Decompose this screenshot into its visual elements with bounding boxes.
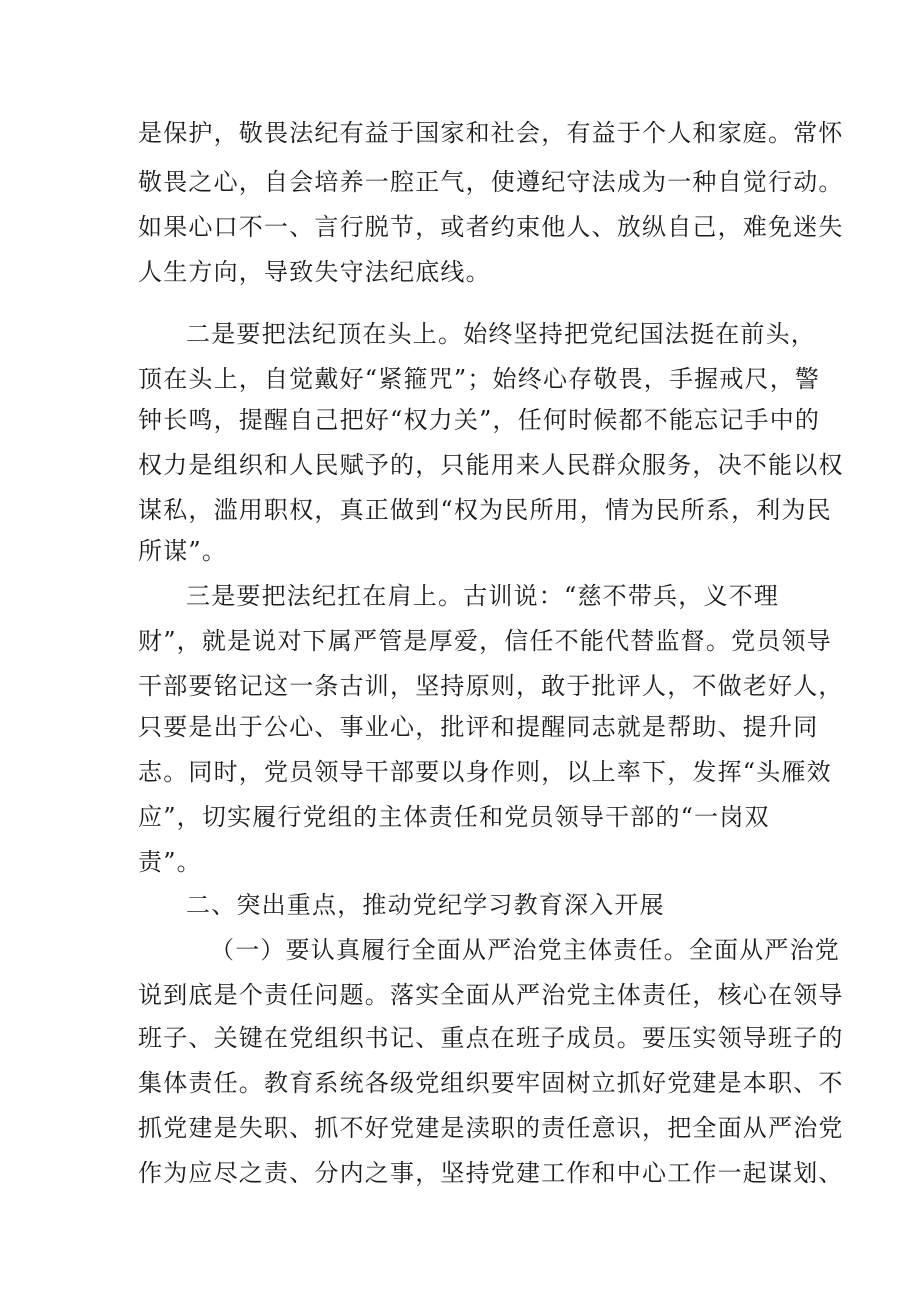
- paragraph-4-line-5: 抓党建是失职、抓不好党建是渎职的责任意识，把全面从严治党: [138, 1114, 844, 1142]
- paragraph-2-line-5: 谋私，滥用职权，真正做到“权为民所用，情为民所系，利为民: [138, 496, 832, 524]
- paragraph-4-line-1: （一）要认真履行全面从严治党主体责任。全面从严治党: [210, 936, 840, 964]
- paragraph-2-line-4: 权力是组织和人民赋予的，只能用来人民群众服务，决不能以权: [138, 451, 844, 479]
- paragraph-3-line-6: 应”，切实履行党组的主体责任和党员领导干部的“一岗双: [138, 803, 770, 831]
- paragraph-3-line-7: 责”。: [138, 848, 202, 876]
- paragraph-3-line-2: 财”，就是说对下属严管是厚爱，信任不能代替监督。党员领导: [138, 627, 832, 655]
- paragraph-3-line-3: 干部要铭记这一条古训，坚持原则，敢于批评人，不做老好人，: [138, 672, 844, 700]
- paragraph-4-line-6: 作为应尽之责、分内之事，坚持党建工作和中心工作一起谋划、: [138, 1159, 844, 1187]
- paragraph-2-line-3: 钟长鸣，提醒自己把好“权力关”，任何时候都不能忘记手中的: [138, 406, 821, 434]
- section-heading: 二、突出重点，推动党纪学习教育深入开展: [186, 891, 665, 919]
- paragraph-3-line-5: 志。同时，党员领导干部要以身作则，以上率下，发挥“头雁效: [138, 758, 832, 786]
- paragraph-3-line-1: 三是要把法纪扛在肩上。古训说：“慈不带兵，义不理: [186, 582, 780, 610]
- paragraph-1-line-2: 敬畏之心，自会培养一腔正气，使遵纪守法成为一种自觉行动。: [138, 168, 844, 196]
- paragraph-4-line-2: 说到底是个责任问题。落实全面从严治党主体责任，核心在领导: [138, 981, 844, 1009]
- paragraph-1-line-3: 如果心口不一、言行脱节，或者约束他人、放纵自己，难免迷失: [138, 213, 844, 241]
- paragraph-4-line-3: 班子、关键在党组织书记、重点在班子成员。要压实领导班子的: [138, 1024, 844, 1052]
- paragraph-1-line-4: 人生方向，导致失守法纪底线。: [138, 258, 491, 286]
- paragraph-4-line-4: 集体责任。教育系统各级党组织要牢固树立抓好党建是本职、不: [138, 1069, 844, 1097]
- paragraph-1-line-1: 是保护，敬畏法纪有益于国家和社会，有益于个人和家庭。常怀: [138, 119, 844, 147]
- paragraph-3-line-4: 只要是出于公心、事业心，批评和提醒同志就是帮助、提升同: [138, 713, 819, 741]
- paragraph-2-line-1: 二是要把法纪顶在头上。始终坚持把党纪国法挺在前头，: [186, 320, 816, 348]
- paragraph-2-line-6: 所谋”。: [138, 537, 228, 565]
- paragraph-2-line-2: 顶在头上，自觉戴好“紧箍咒”；始终心存敬畏，手握戒尺，警: [138, 365, 821, 393]
